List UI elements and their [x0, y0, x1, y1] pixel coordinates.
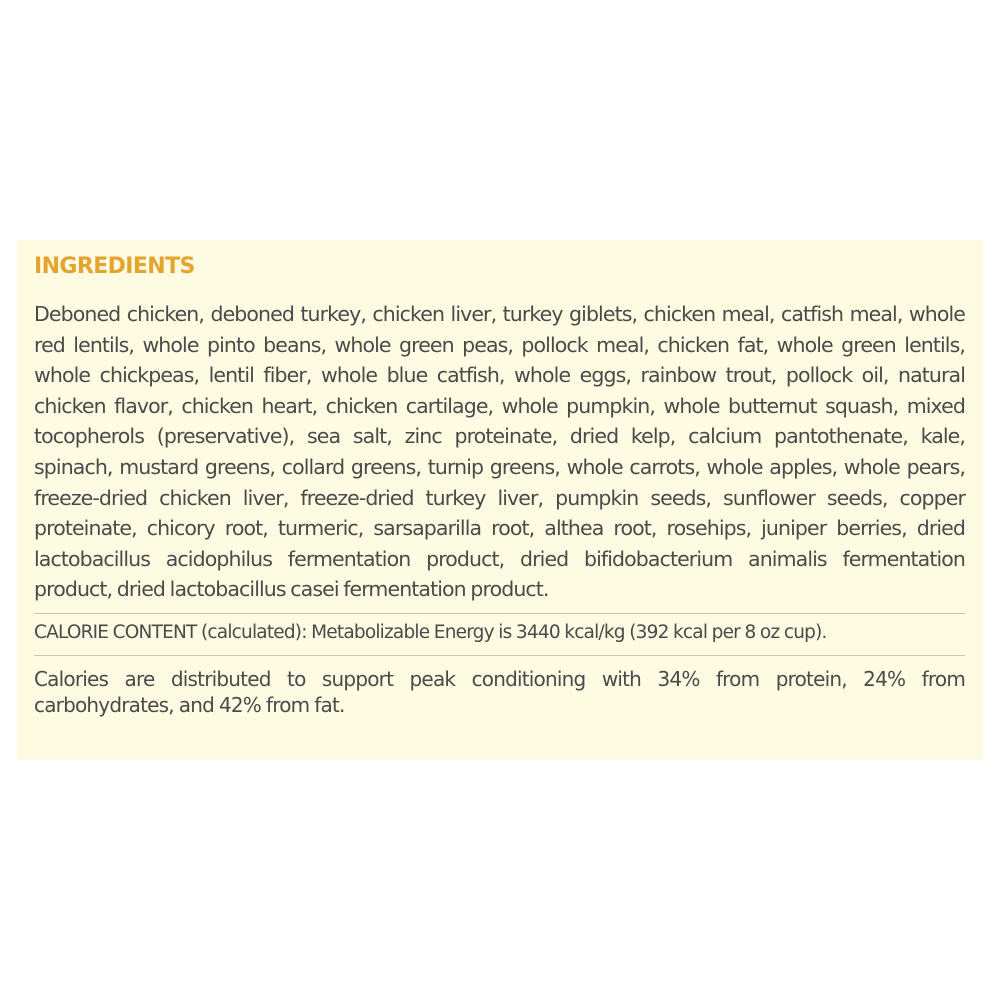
- calorie-distribution: Calories are distributed to support peak conditioning with 34% from protein, 24% from carbohydrates, and 42% from fat.: [34, 666, 965, 717]
- divider-bottom: [34, 655, 965, 656]
- divider-top: [34, 613, 965, 614]
- calorie-content: CALORIE CONTENT (calculated): Metabolizable Energy is 3440 kcal/kg (392 kcal per 8 oz cup).: [34, 621, 827, 643]
- ingredients-list: Deboned chicken, deboned turkey, chicken liver, turkey giblets, chicken meal, catfish meal, whole red lentils, whole pinto beans, whole green peas, pollock meal, chicken fat, whole green lentils, whole chickpeas, lentil fiber, whole blue catfish, whole eggs, rainbow trout, pollock oil, natural chicken flavor, chicken heart, chicken cartilage, whole pumpkin, whole butternut squash, mixed tocopherols (preservative), sea salt, zinc proteinate, dried kelp, calcium pantothenate, kale, spinach, mustard greens, collard greens, turnip greens, whole carrots, whole apples, whole pears, freeze-dried chicken liver, freeze-dried turkey liver, pumpkin seeds, sunflower seeds, copper proteinate, chicory root, turmeric, sarsaparilla root, althea root, rosehips, juniper berries, dried lactobacillus acidophilus fermentation product, dried bifidobacterium animalis fermentation product, dried lactobacillus casei fermentation product.: [34, 302, 965, 602]
- ingredients-heading: INGREDIENTS: [34, 254, 195, 279]
- ingredients-panel: [17, 240, 983, 760]
